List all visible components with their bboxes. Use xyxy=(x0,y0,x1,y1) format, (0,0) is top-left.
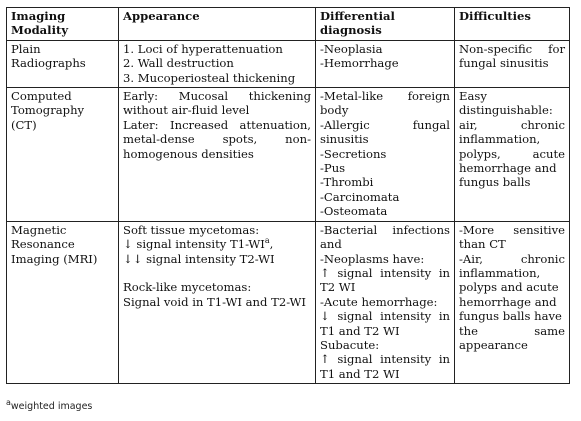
cell-line: -Neoplasia xyxy=(320,41,383,56)
cell-line: Magnetic xyxy=(11,222,67,237)
cell-line: (CT) xyxy=(11,117,37,132)
cell-difficulties xyxy=(455,88,570,222)
cell-appearance xyxy=(119,221,316,383)
cell-line: 2. Wall destruction xyxy=(123,56,234,71)
table-row xyxy=(7,40,570,87)
cell-line: ↑ signal intensity in xyxy=(320,352,450,367)
cell-line: polyps, acute xyxy=(459,146,565,161)
header-modality-line: Imaging xyxy=(11,9,66,23)
cell-line: inflammation, xyxy=(459,132,541,147)
cell-line: than CT xyxy=(459,237,506,252)
cell-line: Tomography xyxy=(11,103,85,118)
cell-line: Non-specific for xyxy=(459,41,565,56)
spacer xyxy=(123,266,311,280)
cell-line: hemorrhage and xyxy=(459,294,557,309)
footnote xyxy=(6,397,93,412)
cell-line: T2 WI xyxy=(320,280,356,295)
header-appearance: Appearance xyxy=(119,8,316,41)
cell-line: 1. Loci of hyperattenuation xyxy=(123,41,283,56)
cell-line: Radiographs xyxy=(11,56,86,71)
cell-difficulties xyxy=(455,40,570,87)
cell-line: the same xyxy=(459,323,565,338)
header-differential-line: diagnosis xyxy=(320,23,382,38)
cell-line: Later: Increased attenuation, xyxy=(123,117,311,132)
cell-line: Plain xyxy=(11,41,41,56)
cell-line: homogenous densities xyxy=(123,146,254,161)
cell-line: -Metal-like foreign xyxy=(320,89,450,104)
cell-differential xyxy=(316,40,455,87)
cell-modality xyxy=(7,221,119,383)
header-differential xyxy=(316,8,455,41)
cell-modality xyxy=(7,40,119,87)
cell-line: fungal sinusitis xyxy=(459,56,549,71)
cell-line: Easy xyxy=(459,89,487,104)
cell-line: ↓ signal intensity in xyxy=(320,309,450,324)
cell-line: -Air, chronic xyxy=(459,251,565,266)
header-differential-line: Differential xyxy=(320,9,395,23)
imaging-table xyxy=(6,7,570,384)
cell-line: appearance xyxy=(459,337,528,352)
cell-appearance xyxy=(119,40,316,87)
cell-line: -Carcinomata xyxy=(320,189,400,204)
table-row xyxy=(7,88,570,222)
cell-line: -Osteomata xyxy=(320,204,388,219)
cell-line: and xyxy=(320,237,342,252)
cell-line: T1 and T2 WI xyxy=(320,323,400,338)
footnote-marker: a xyxy=(264,236,270,246)
footnote-marker: a xyxy=(6,397,11,407)
cell-line: -Allergic fungal xyxy=(320,117,450,132)
cell-line: -Hemorrhage xyxy=(320,56,399,71)
footnote-text: weighted images xyxy=(10,401,93,412)
header-row xyxy=(7,8,570,41)
header-modality-line: Modality xyxy=(11,23,69,38)
cell-differential xyxy=(316,221,455,383)
table-row xyxy=(7,221,570,383)
cell-line: air, chronic xyxy=(459,117,565,132)
cell-differential xyxy=(316,88,455,222)
cell-line: -Neoplasms have: xyxy=(320,251,425,266)
cell-line: without air-fluid level xyxy=(123,103,250,118)
cell-line: Rock-like mycetomas: xyxy=(123,280,252,295)
cell-line: Soft tissue mycetomas: xyxy=(123,222,260,237)
cell-line: metal-dense spots, non- xyxy=(123,132,311,147)
soft-t1-tail: , xyxy=(269,237,274,252)
cell-difficulties xyxy=(455,221,570,383)
cell-line: ↑ signal intensity in xyxy=(320,265,450,280)
header-modality xyxy=(7,8,119,41)
cell-line: fungus balls xyxy=(459,175,531,190)
cell-modality xyxy=(7,88,119,222)
cell-line: Subacute: xyxy=(320,337,380,352)
cell-line: polyps and acute xyxy=(459,280,559,295)
cell-line: ↓↓ signal intensity T2-WI xyxy=(123,251,275,266)
cell-line: body xyxy=(320,103,349,118)
cell-line: -Thrombi xyxy=(320,175,374,190)
cell-line: -More sensitive xyxy=(459,222,565,237)
cell-line: T1 and T2 WI xyxy=(320,366,400,381)
cell-line: inflammation, xyxy=(459,265,541,280)
soft-t1-text: ↓ signal intensity T1-WI xyxy=(123,237,265,252)
cell-line: -Bacterial infections xyxy=(320,222,450,237)
cell-line: hemorrhage and xyxy=(459,161,557,176)
cell-line: 3. Mucoperiosteal thickening xyxy=(123,70,296,85)
cell-line: sinusitis xyxy=(320,132,369,147)
cell-line: Signal void in T1-WI and T2-WI xyxy=(123,294,306,309)
cell-line: -Secretions xyxy=(320,146,387,161)
header-difficulties: Difficulties xyxy=(455,8,570,41)
cell-line: -Pus xyxy=(320,161,346,176)
cell-line: Imaging (MRI) xyxy=(11,251,98,266)
cell-appearance xyxy=(119,88,316,222)
cell-line: fungus balls have xyxy=(459,309,562,324)
cell-line xyxy=(123,237,311,251)
cell-line: Resonance xyxy=(11,237,75,252)
cell-line: distinguishable: xyxy=(459,103,553,118)
cell-line: Computed xyxy=(11,89,72,104)
cell-line: Early: Mucosal thickening xyxy=(123,89,311,104)
cell-line: -Acute hemorrhage: xyxy=(320,294,438,309)
